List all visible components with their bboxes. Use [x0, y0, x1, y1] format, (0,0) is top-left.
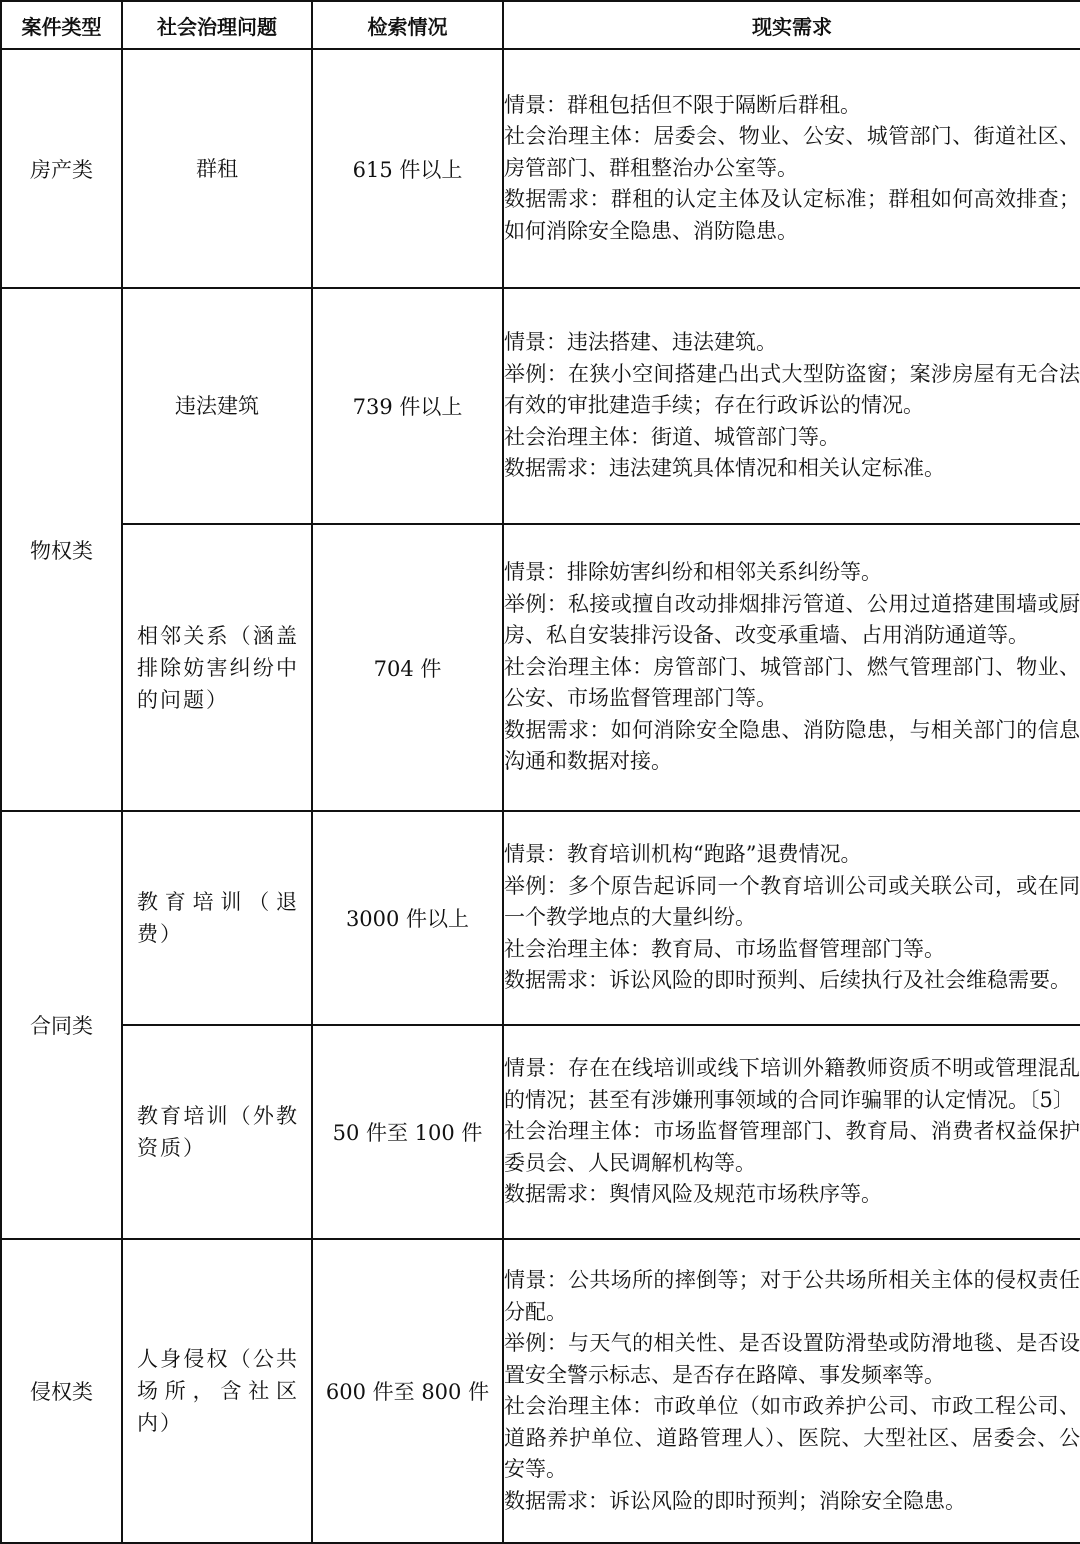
need-line: 社会治理主体：房管部门、城管部门、燃气管理部门、物业、公安、市场监督管理部门等。	[504, 654, 1080, 711]
needs-cell	[503, 288, 1080, 524]
issue-cell: 教育培训（退费）	[122, 811, 312, 1025]
need-line: 情景：存在在线培训或线下培训外籍教师资质不明或管理混乱的情况；甚至有涉嫌刑事领域的合同诈骗罪的认定情况。〔5〕	[504, 1056, 1080, 1112]
count-cell: 615 件以上	[312, 49, 503, 288]
need-line: 数据需求：舆情风险及规范市场秩序等。	[504, 1182, 882, 1207]
category-cell: 物权类	[1, 288, 122, 811]
needs-cell	[503, 1239, 1080, 1543]
header-row	[1, 1, 1080, 49]
need-line: 情景：教育培训机构“跑路”退费情况。	[504, 842, 862, 867]
need-line: 举例：多个原告起诉同一个教育培训公司或关联公司，或在同一个教学地点的大量纠纷。	[504, 873, 1080, 930]
category-cell: 合同类	[1, 811, 122, 1239]
needs-cell	[503, 49, 1080, 288]
category-cell: 侵权类	[1, 1239, 122, 1543]
need-line: 数据需求：群租的认定主体及认定标准；群租如何高效排查；如何消除安全隐患、消防隐患。	[504, 187, 1080, 243]
count-cell: 739 件以上	[312, 288, 503, 524]
need-line: 数据需求：诉讼风险的即时预判；消除安全隐患。	[504, 1488, 966, 1513]
table-row	[1, 288, 1080, 524]
issue-cell: 人身侵权（公共场所，含社区内）	[122, 1239, 312, 1543]
need-line: 情景：违法搭建、违法建筑。	[504, 330, 777, 355]
table-row	[1, 1239, 1080, 1543]
table-row	[1, 811, 1080, 1025]
header-search-result: 检索情况	[312, 1, 503, 49]
count-cell: 704 件	[312, 524, 503, 811]
header-governance-issue: 社会治理问题	[122, 1, 312, 49]
header-practical-need: 现实需求	[503, 1, 1080, 49]
need-line: 社会治理主体：市政单位（如市政养护公司、市政工程公司、道路养护单位、道路管理人）、医院、大型社区、居委会、公安等。	[504, 1394, 1080, 1481]
need-line: 情景：群租包括但不限于隔断后群租。	[504, 92, 861, 117]
header-case-type: 案件类型	[1, 1, 122, 49]
need-line: 举例：在狭小空间搭建凸出式大型防盗窗；案涉房屋有无合法有效的审批建造手续；存在行政诉讼的情况。	[504, 361, 1080, 418]
needs-cell	[503, 524, 1080, 811]
need-line: 社会治理主体：教育局、市场监督管理部门等。	[504, 936, 945, 961]
table-row	[1, 524, 1080, 811]
table-row	[1, 1025, 1080, 1239]
issue-cell: 违法建筑	[122, 288, 312, 524]
need-line: 举例：私接或擅自改动排烟排污管道、公用过道搭建围墙或厨房、私自安装排污设备、改变承重墙、占用消防通道等。	[504, 591, 1080, 648]
needs-cell	[503, 811, 1080, 1025]
issue-cell: 相邻关系（涵盖排除妨害纠纷中的问题）	[122, 524, 312, 811]
issue-cell: 教育培训（外教资质）	[122, 1025, 312, 1239]
table-row	[1, 49, 1080, 288]
category-cell: 房产类	[1, 49, 122, 288]
count-cell: 3000 件以上	[312, 811, 503, 1025]
need-line: 社会治理主体：市场监督管理部门、教育局、消费者权益保护委员会、人民调解机构等。	[504, 1119, 1080, 1175]
count-cell: 600 件至 800 件	[312, 1239, 503, 1543]
needs-cell	[503, 1025, 1080, 1239]
issue-cell: 群租	[122, 49, 312, 288]
need-line: 情景：公共场所的摔倒等；对于公共场所相关主体的侵权责任分配。	[504, 1268, 1080, 1324]
need-line: 社会治理主体：居委会、物业、公安、城管部门、街道社区、房管部门、群租整治办公室等。	[504, 124, 1080, 180]
need-line: 数据需求：诉讼风险的即时预判、后续执行及社会维稳需要。	[504, 968, 1071, 993]
count-cell: 50 件至 100 件	[312, 1025, 503, 1239]
need-line: 社会治理主体：街道、城管部门等。	[504, 424, 840, 449]
need-line: 数据需求：如何消除安全隐患、消防隐患，与相关部门的信息沟通和数据对接。	[504, 717, 1080, 774]
need-line: 举例：与天气的相关性、是否设置防滑垫或防滑地毯、是否设置安全警示标志、是否存在路障、事发频率等。	[504, 1331, 1080, 1387]
need-line: 情景：排除妨害纠纷和相邻关系纠纷等。	[504, 560, 882, 585]
need-line: 数据需求：违法建筑具体情况和相关认定标准。	[504, 456, 945, 481]
